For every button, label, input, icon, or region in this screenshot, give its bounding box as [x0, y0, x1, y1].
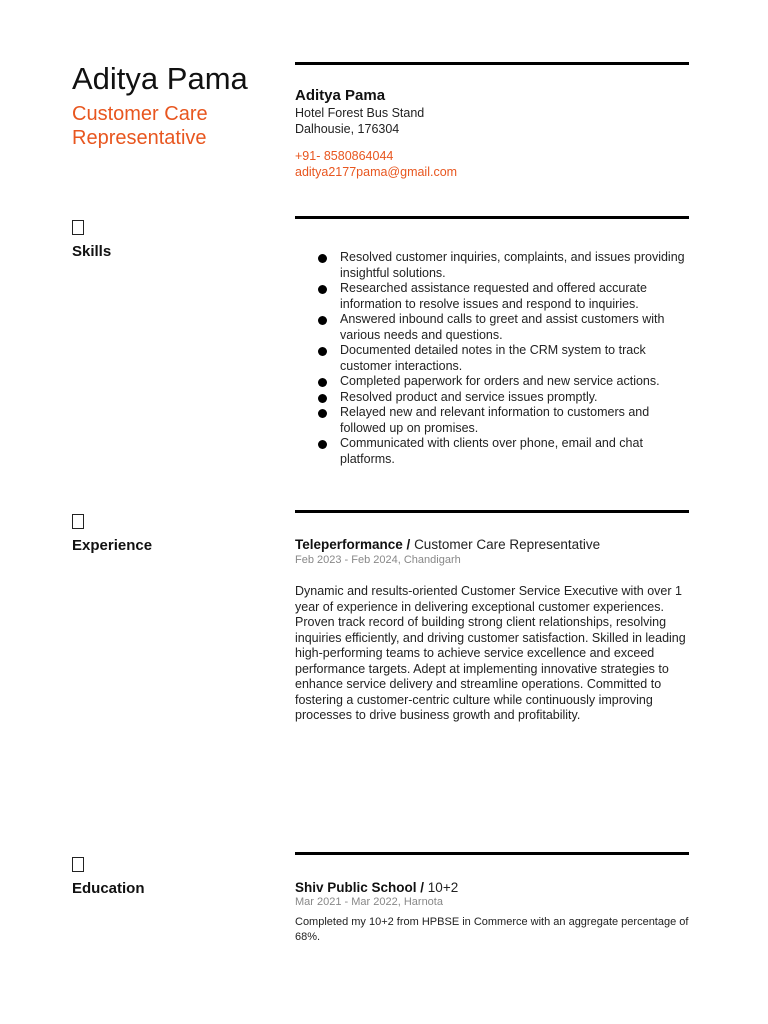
- skill-text: Completed paperwork for orders and new service actions.: [340, 374, 660, 388]
- bullet-icon: [318, 394, 327, 403]
- missing-glyph-icon: [72, 857, 84, 872]
- job-title: Customer Care Representative: [72, 103, 208, 149]
- skill-text: Resolved customer inquiries, complaints, and issues providing insightful solutions.: [340, 250, 685, 280]
- education-rule: [295, 852, 689, 855]
- bullet-icon: [318, 285, 327, 294]
- bullet-icon: [318, 254, 327, 263]
- list-item: [318, 374, 690, 390]
- qualification: 10+2: [427, 880, 459, 895]
- address-line-1: Hotel Forest Bus Stand: [295, 106, 425, 120]
- bullet-icon: [318, 347, 327, 356]
- experience-description: Dynamic and results-oriented Customer Service Executive with over 1 year of experience in delivering exceptional customer experiences. Proven track record of building strong client relationships, resolving inquiries efficiently, and driving customer satisfaction. Skilled in leading high-performing teams to achieve service excellence and exceed performance targets. Adept at implementing innovative strategies to enhance service delivery and streamline operations. Committed to fostering a customer-centric culture while continuously improving processes to drive business growth and profitability.: [295, 584, 686, 722]
- role-title: Customer Care Representative: [414, 537, 601, 552]
- list-item: [318, 405, 690, 436]
- education-entry-heading: [295, 879, 458, 896]
- experience-rule: [295, 510, 689, 513]
- bullet-icon: [318, 316, 327, 325]
- list-item: [318, 281, 690, 312]
- skill-text: Documented detailed notes in the CRM system to track customer interactions.: [340, 343, 646, 373]
- date-range: Mar 2021 - Mar 2022,: [295, 896, 401, 908]
- education-heading: Education: [72, 880, 145, 897]
- missing-glyph-icon: [72, 514, 84, 529]
- email-link[interactable]: aditya2177pama@gmail.com: [295, 165, 458, 179]
- list-item: [318, 343, 690, 374]
- list-item: [318, 312, 690, 343]
- experience-meta: [295, 553, 461, 567]
- skill-text: Relayed new and relevant information to customers and followed up on promises.: [340, 405, 650, 435]
- bullet-icon: [318, 378, 327, 387]
- missing-glyph-icon: [72, 220, 84, 235]
- address-line-2: Dalhousie, 176304: [295, 122, 400, 136]
- list-item: [318, 250, 690, 281]
- skills-list: [318, 250, 690, 467]
- skill-text: Researched assistance requested and offered accurate information to resolve issues and respond to inquiries.: [340, 281, 647, 311]
- list-item: [318, 436, 690, 467]
- experience-heading: Experience: [72, 537, 153, 554]
- contact-rule: [295, 62, 689, 65]
- skills-heading: Skills: [72, 243, 112, 260]
- contact-name: Aditya Pama: [295, 87, 386, 104]
- location: Chandigarh: [403, 554, 461, 566]
- bullet-icon: [318, 440, 327, 449]
- resume-name: Aditya Pama: [72, 61, 248, 96]
- education-meta: [295, 895, 443, 909]
- skill-text: Communicated with clients over phone, email and chat platforms.: [340, 436, 643, 466]
- bullet-icon: [318, 409, 327, 418]
- location: Harnota: [403, 896, 443, 908]
- list-item: [318, 390, 690, 406]
- school-name: Shiv Public School /: [295, 880, 425, 895]
- skill-text: Resolved product and service issues promptly.: [340, 389, 598, 404]
- date-range: Feb 2023 - Feb 2024,: [295, 554, 401, 566]
- employer-name: Teleperformance /: [295, 537, 411, 552]
- experience-entry-heading: [295, 536, 600, 553]
- skills-rule: [295, 216, 689, 219]
- education-description: Completed my 10+2 from HPBSE in Commerce with an aggregate percentage of 68%.: [295, 916, 689, 943]
- skill-text: Answered inbound calls to greet and assist customers with various needs and questions.: [340, 312, 665, 342]
- phone-link[interactable]: +91- 8580864044: [295, 149, 394, 163]
